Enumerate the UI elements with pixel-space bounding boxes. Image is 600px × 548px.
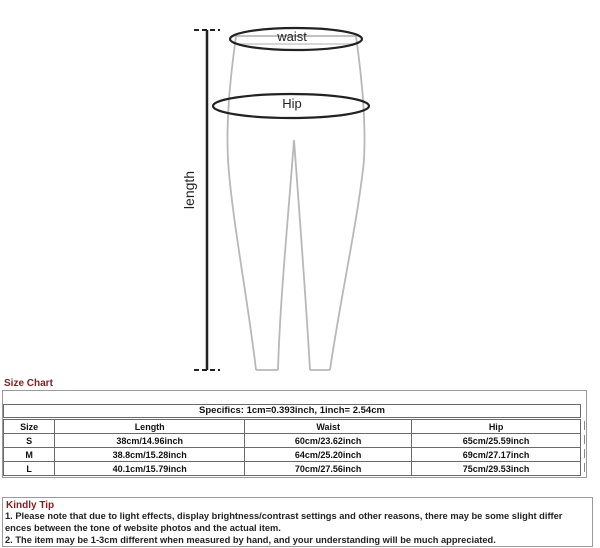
column-header-length: Length (55, 420, 245, 434)
length-cell: 40.1cm/15.79inch (55, 462, 245, 476)
size-table (3, 419, 581, 476)
specifics-line: Specifics: 1cm=0.393inch, 1inch= 2.54cm (3, 404, 581, 418)
leggings-outline (227, 36, 364, 370)
length-cell: 38cm/14.96inch (55, 434, 245, 448)
tip-line-1: 1. Please note that due to light effects, display brightness/contrast settings and other reasons, there may be some slight differ (5, 511, 563, 521)
length-cell: 38.8cm/15.28inch (55, 448, 245, 462)
size-cell: L (4, 462, 55, 476)
size-chart-title: Size Chart (4, 378, 53, 389)
size-cell: M (4, 448, 55, 462)
divider (584, 421, 585, 430)
table-header-row (4, 420, 581, 434)
column-header-size: Size (4, 420, 55, 434)
hip-cell: 69cm/27.17inch (412, 448, 581, 462)
length-ruler (194, 30, 220, 370)
table-row (4, 462, 581, 476)
hip-label: Hip (282, 96, 302, 111)
tip-line-3: 2. The item may be 1-3cm different when measured by hand, and your understanding will be much appreciated. (5, 535, 496, 545)
divider (584, 463, 585, 472)
tip-title: Kindly Tip (6, 500, 55, 511)
waist-cell: 60cm/23.62inch (245, 434, 412, 448)
hip-cell: 65cm/25.59inch (412, 434, 581, 448)
hip-cell: 75cm/29.53inch (412, 462, 581, 476)
divider (584, 435, 585, 444)
waist-cell: 70cm/27.56inch (245, 462, 412, 476)
column-header-hip: Hip (412, 420, 581, 434)
table-row (4, 434, 581, 448)
table-row (4, 448, 581, 462)
tip-line-2: ences between the tone of website photos and the actual item. (5, 523, 281, 533)
waist-label: waist (277, 29, 307, 44)
column-header-waist: Waist (245, 420, 412, 434)
divider (584, 449, 585, 458)
length-label: length (181, 170, 197, 210)
size-cell: S (4, 434, 55, 448)
waist-cell: 64cm/25.20inch (245, 448, 412, 462)
